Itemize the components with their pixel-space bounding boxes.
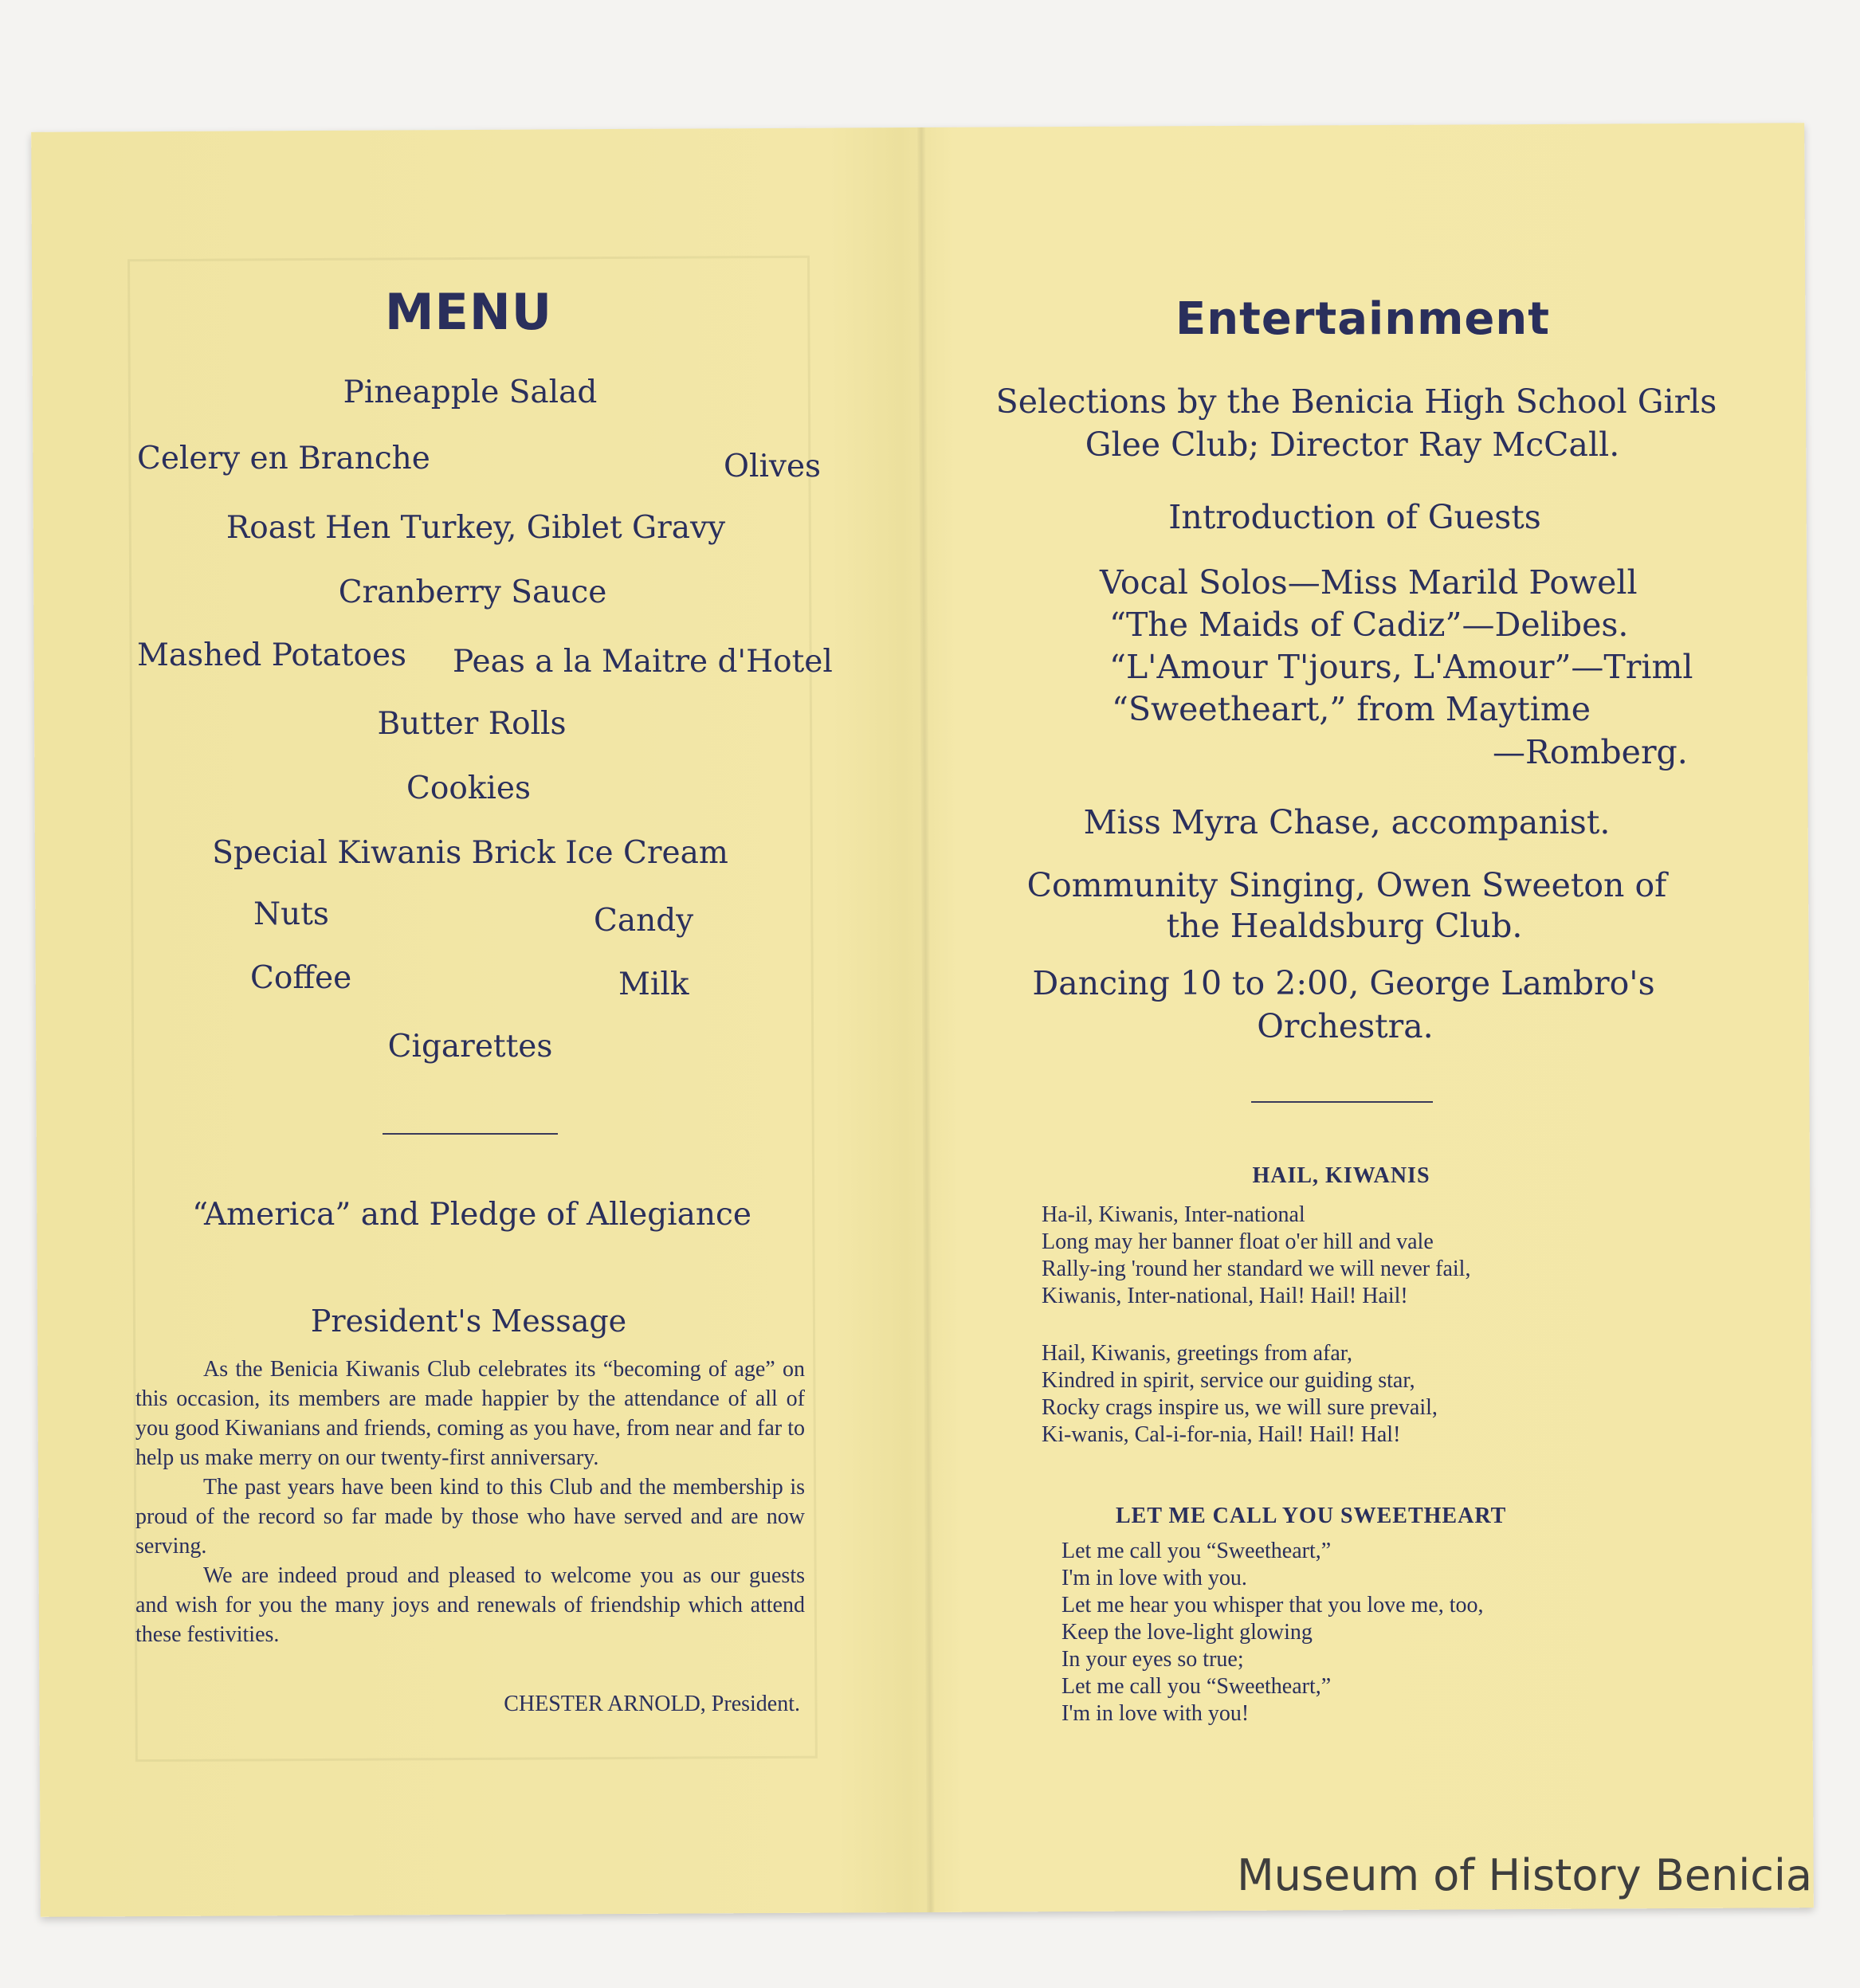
entertainment-divider — [1251, 1101, 1433, 1103]
menu-item-rolls: Butter Rolls — [377, 706, 567, 742]
glee-club-line-2: Glee Club; Director Ray McCall. — [1085, 425, 1620, 464]
hail-verse1-line-1: Ha-il, Kiwanis, Inter-national — [1042, 1202, 1305, 1227]
pledge-line: “America” and Pledge of Allegiance — [192, 1197, 751, 1233]
community-singing-line-1: Community Singing, Owen Sweeton of — [1026, 866, 1667, 904]
hail-kiwanis-verse-1 — [1042, 1202, 1470, 1310]
sweetheart-title: LET ME CALL YOU SWEETHEART — [1116, 1504, 1507, 1528]
sweetheart-line-1: Let me call you “Sweetheart,” — [1061, 1539, 1332, 1563]
message-paragraph-3: We are indeed proud and pleased to welcome you as our guests and wish for you the many joys and renewals of friendship which attend these festivities. — [135, 1563, 805, 1647]
menu-divider — [383, 1133, 558, 1135]
community-singing-line-2: the Healdsburg Club. — [1166, 907, 1523, 945]
hail-verse2-line-3: Rocky crags inspire us, we will sure prevail, — [1042, 1395, 1438, 1420]
menu-item-salad: Pineapple Salad — [343, 374, 598, 410]
menu-item-peas: Peas a la Maitre d'Hotel — [453, 644, 833, 680]
accompanist-line: Miss Myra Chase, accompanist. — [1083, 803, 1611, 841]
vocal-solos-line-3: “L'Amour T'jours, L'Amour”—Triml — [1109, 648, 1693, 686]
menu-item-cranberry: Cranberry Sauce — [338, 574, 607, 610]
menu-item-olives: Olives — [724, 449, 822, 484]
menu-item-nuts: Nuts — [253, 896, 329, 932]
message-paragraph-1: As the Benicia Kiwanis Club celebrates its “becoming of age” on this occasion, its members are made happier by the attendance of all of you good Kiwanians and friends, coming as you have, from near and far to help us make merry on our twenty-first anniversary. — [135, 1357, 805, 1470]
hail-verse2-line-2: Kindred in spirit, service our guiding star, — [1042, 1368, 1415, 1393]
vocal-solos-line-4: “Sweetheart,” from Maytime — [1112, 690, 1591, 728]
president-signature: CHESTER ARNOLD, President. — [504, 1692, 800, 1716]
vocal-solos-line-5: —Romberg. — [1493, 733, 1688, 771]
sweetheart-line-5: In your eyes so true; — [1061, 1647, 1244, 1672]
sweetheart-line-6: Let me call you “Sweetheart,” — [1061, 1674, 1332, 1699]
hail-verse2-line-4: Ki-wanis, Cal-i-for-nia, Hail! Hail! Hal! — [1042, 1422, 1401, 1447]
hail-verse2-line-1: Hail, Kiwanis, greetings from afar, — [1042, 1341, 1352, 1366]
glee-club-line-1: Selections by the Benicia High School Girls — [995, 382, 1717, 421]
vocal-solos-line-1: Vocal Solos—Miss Marild Powell — [1100, 563, 1638, 602]
museum-watermark: Museum of History Benicia — [1237, 1850, 1812, 1900]
message-paragraph-2: The past years have been kind to this Club and the membership is proud of the record so far made by those who have served and are now serving. — [135, 1475, 805, 1559]
menu-item-celery: Celery en Branche — [137, 441, 430, 476]
menu-item-ice-cream: Special Kiwanis Brick Ice Cream — [212, 835, 728, 871]
hail-kiwanis-title: HAIL, KIWANIS — [1252, 1163, 1430, 1188]
center-fold — [917, 127, 935, 1912]
menu-item-cigarettes: Cigarettes — [387, 1029, 553, 1065]
hail-verse1-line-3: Rally-ing 'round her standard we will never fail, — [1042, 1257, 1471, 1281]
sweetheart-line-3: Let me hear you whisper that you love me, too, — [1061, 1593, 1484, 1617]
menu-item-candy: Candy — [594, 903, 694, 939]
dancing-line-2: Orchestra. — [1257, 1007, 1434, 1045]
entertainment-title: Entertainment — [1175, 293, 1551, 345]
hail-verse1-line-2: Long may her banner float o'er hill and vale — [1042, 1229, 1434, 1254]
menu-item-potatoes: Mashed Potatoes — [137, 637, 407, 673]
menu-title: MENU — [384, 283, 553, 341]
sweetheart-line-2: I'm in love with you. — [1061, 1566, 1247, 1590]
menu-item-cookies: Cookies — [406, 770, 531, 806]
menu-item-milk: Milk — [618, 967, 689, 1002]
sweetheart-lyrics — [1061, 1538, 1484, 1727]
sweetheart-line-4: Keep the love-light glowing — [1061, 1620, 1313, 1645]
introduction-of-guests: Introduction of Guests — [1168, 498, 1541, 536]
sweetheart-line-7: I'm in love with you! — [1061, 1701, 1250, 1726]
dancing-line-1: Dancing 10 to 2:00, George Lambro's — [1032, 964, 1655, 1002]
president-message-body — [135, 1355, 805, 1649]
hail-verse1-line-4: Kiwanis, Inter-national, Hail! Hail! Hail! — [1042, 1284, 1408, 1308]
vocal-solos-line-2: “The Maids of Cadiz”—Delibes. — [1109, 606, 1629, 644]
president-message-heading: President's Message — [310, 1304, 627, 1339]
menu-item-turkey: Roast Hen Turkey, Giblet Gravy — [226, 510, 726, 546]
menu-item-coffee: Coffee — [250, 960, 352, 996]
hail-kiwanis-verse-2 — [1042, 1340, 1438, 1449]
